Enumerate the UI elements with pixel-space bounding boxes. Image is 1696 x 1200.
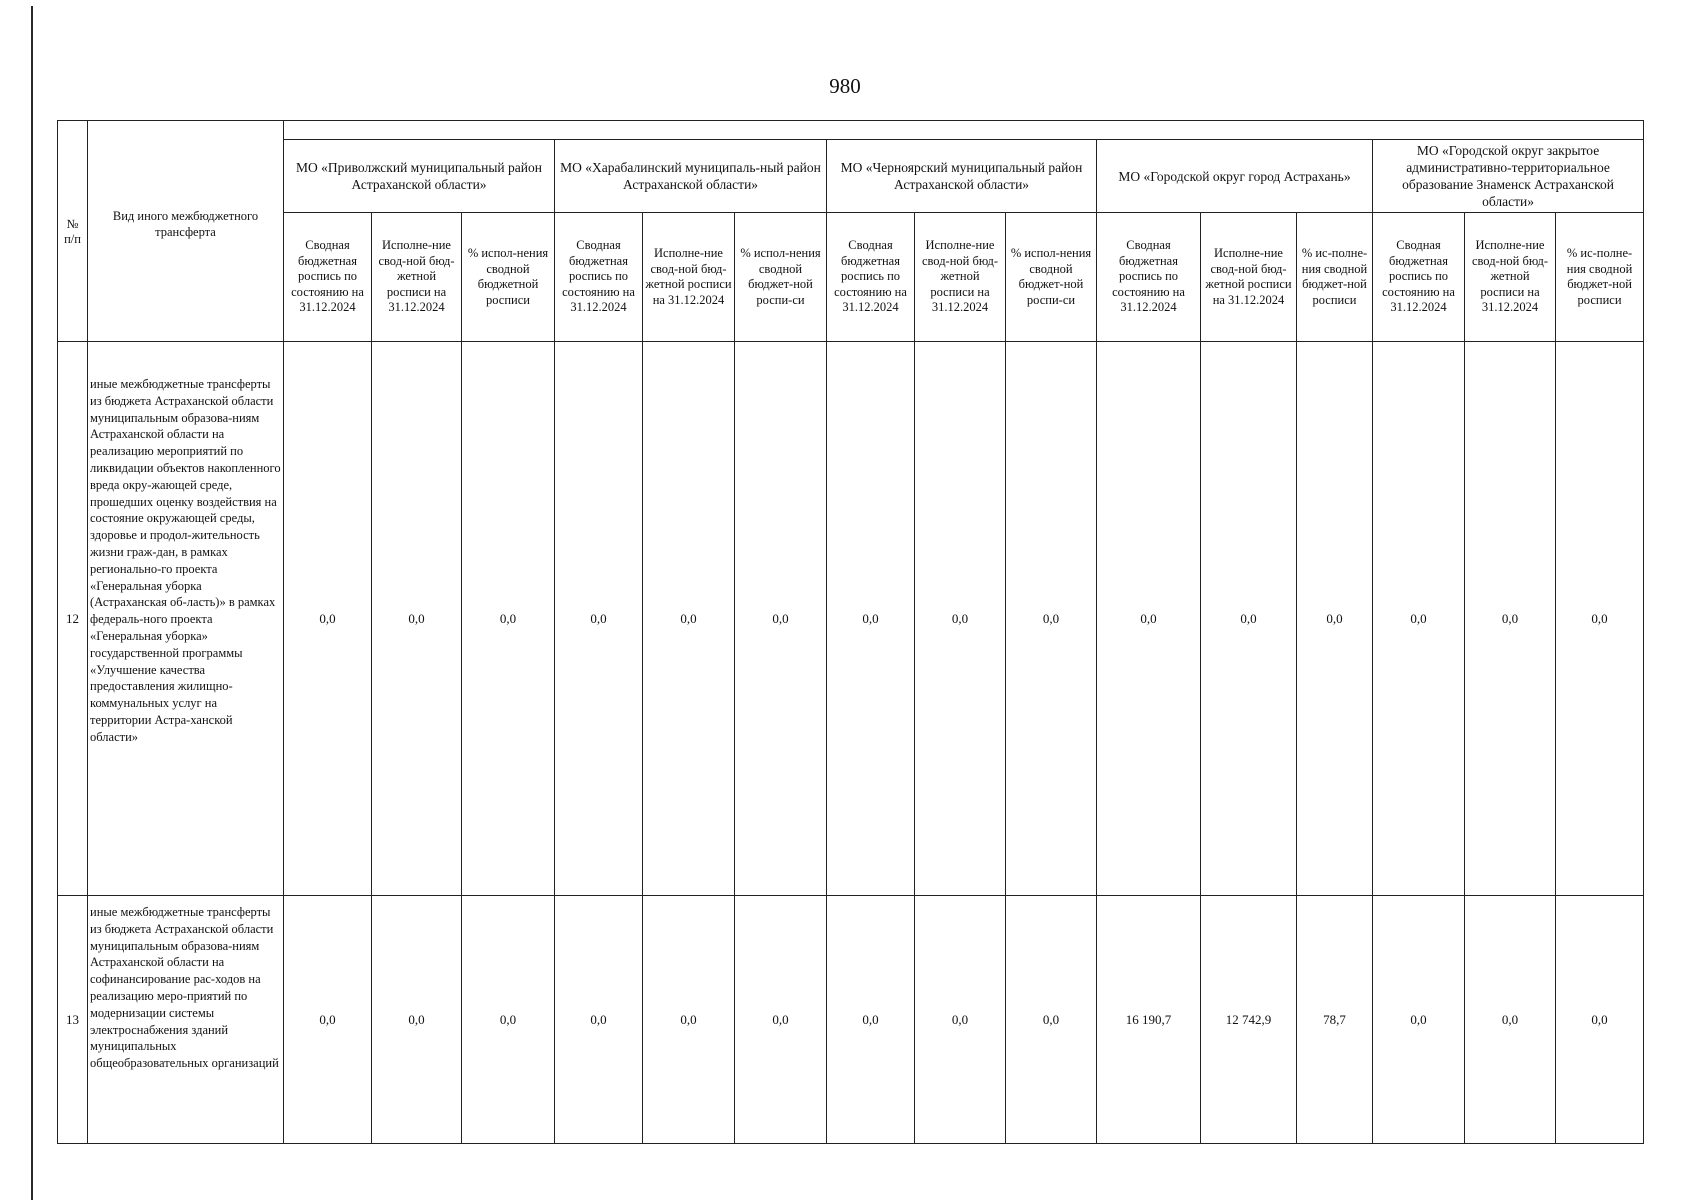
value-cell: 16 190,7 [1097, 896, 1201, 1144]
header-num: № п/п [58, 121, 88, 342]
header-top-row [58, 121, 1644, 140]
value-cell: 0,0 [915, 342, 1006, 896]
header-percent: % испол-нения сводной бюджет-ной роспи-си [1006, 213, 1097, 342]
value-cell: 0,0 [284, 896, 372, 1144]
header-municipality-row [58, 140, 1644, 213]
budget-report-table [57, 120, 1644, 1144]
header-mo-kharabalinsky: МО «Харабалинский муниципаль-ный район Астраханской области» [555, 140, 827, 213]
header-mo-znamensk: МО «Городской округ закрытое административно-территориальное образование Знаменск Астраханской области» [1373, 140, 1644, 213]
header-percent: % ис-полне-ния сводной бюджет-ной росписи [1556, 213, 1644, 342]
value-cell: 0,0 [915, 896, 1006, 1144]
value-cell: 0,0 [1097, 342, 1201, 896]
value-cell: 0,0 [1373, 896, 1465, 1144]
value-cell: 0,0 [1465, 342, 1556, 896]
value-cell: 12 742,9 [1201, 896, 1297, 1144]
value-cell: 0,0 [462, 896, 555, 1144]
table-row [58, 342, 1644, 896]
value-cell: 0,0 [735, 342, 827, 896]
value-cell: 0,0 [555, 342, 643, 896]
value-cell: 0,0 [372, 896, 462, 1144]
value-cell: 0,0 [735, 896, 827, 1144]
page-number: 980 [829, 74, 861, 98]
header-plan: Сводная бюджетная роспись по состоянию на 31.12.2024 [555, 213, 643, 342]
header-execution: Исполне-ние свод-ной бюд-жетной росписи на 31.12.2024 [1465, 213, 1556, 342]
value-cell: 0,0 [1556, 896, 1644, 1144]
header-execution: Исполне-ние свод-ной бюд-жетной росписи на 31.12.2024 [1201, 213, 1297, 342]
header-blank-cell [284, 121, 1644, 140]
value-cell: 0,0 [643, 342, 735, 896]
header-mo-chernoyarsky: МО «Черноярский муниципальный район Астраханской области» [827, 140, 1097, 213]
value-cell: 0,0 [1006, 896, 1097, 1144]
header-plan: Сводная бюджетная роспись по состоянию на 31.12.2024 [1097, 213, 1201, 342]
value-cell: 0,0 [1373, 342, 1465, 896]
table-row [58, 896, 1644, 1144]
value-cell: 0,0 [555, 896, 643, 1144]
header-plan: Сводная бюджетная роспись по состоянию на 31.12.2024 [284, 213, 372, 342]
value-cell: 0,0 [1297, 342, 1373, 896]
row-number: 13 [58, 896, 88, 1144]
value-cell: 0,0 [1465, 896, 1556, 1144]
row-description: иные межбюджетные трансферты из бюджета Астраханской области муниципальным образова-ниям Астраханской области на софинансирование рас-ходов на реализацию меро-приятий по модернизации системы электроснабжения зданий муниципальных общеобразовательных организаций [88, 896, 284, 1144]
header-mo-privolzhsky: МО «Приволжский муниципальный район Астраханской области» [284, 140, 555, 213]
header-transfer-type: Вид иного межбюджетного трансферта [88, 121, 284, 342]
header-execution: Исполне-ние свод-ной бюд-жетной росписи на 31.12.2024 [372, 213, 462, 342]
header-mo-astrakhan: МО «Городской округ город Астрахань» [1097, 140, 1373, 213]
value-cell: 0,0 [372, 342, 462, 896]
header-percent: % испол-нения сводной бюджетной росписи [462, 213, 555, 342]
value-cell: 0,0 [827, 896, 915, 1144]
page-margin-line [31, 6, 33, 1200]
value-cell: 0,0 [643, 896, 735, 1144]
header-percent: % испол-нения сводной бюджет-ной роспи-си [735, 213, 827, 342]
value-cell: 0,0 [462, 342, 555, 896]
value-cell: 0,0 [827, 342, 915, 896]
header-execution: Исполне-ние свод-ной бюд-жетной росписи на 31.12.2024 [915, 213, 1006, 342]
value-cell: 0,0 [1006, 342, 1097, 896]
value-cell: 0,0 [1556, 342, 1644, 896]
header-percent: % ис-полне-ния сводной бюджет-ной росписи [1297, 213, 1373, 342]
row-number: 12 [58, 342, 88, 896]
value-cell: 78,7 [1297, 896, 1373, 1144]
header-plan: Сводная бюджетная роспись по состоянию на 31.12.2024 [827, 213, 915, 342]
value-cell: 0,0 [284, 342, 372, 896]
header-execution: Исполне-ние свод-ной бюд-жетной росписи на 31.12.2024 [643, 213, 735, 342]
header-subcolumn-row [58, 213, 1644, 342]
row-description: иные межбюджетные трансферты из бюджета Астраханской области муниципальным образова-ниям Астраханской области на реализацию мероприятий по ликвидации объектов накопленного вреда окру-жающей среде, прошедших оценку воздействия на состояние окружающей среды, здоровье и продол-жительность жизни граж-дан, в рамках регионально-го проекта «Генеральная уборка (Астраханская об-ласть)» в рамках федераль-ного проекта «Генеральная уборка» государственной программы «Улучшение качества предоставления жилищно-коммунальных услуг на территории Астра-ханской области» [88, 342, 284, 896]
value-cell: 0,0 [1201, 342, 1297, 896]
header-plan: Сводная бюджетная роспись по состоянию на 31.12.2024 [1373, 213, 1465, 342]
